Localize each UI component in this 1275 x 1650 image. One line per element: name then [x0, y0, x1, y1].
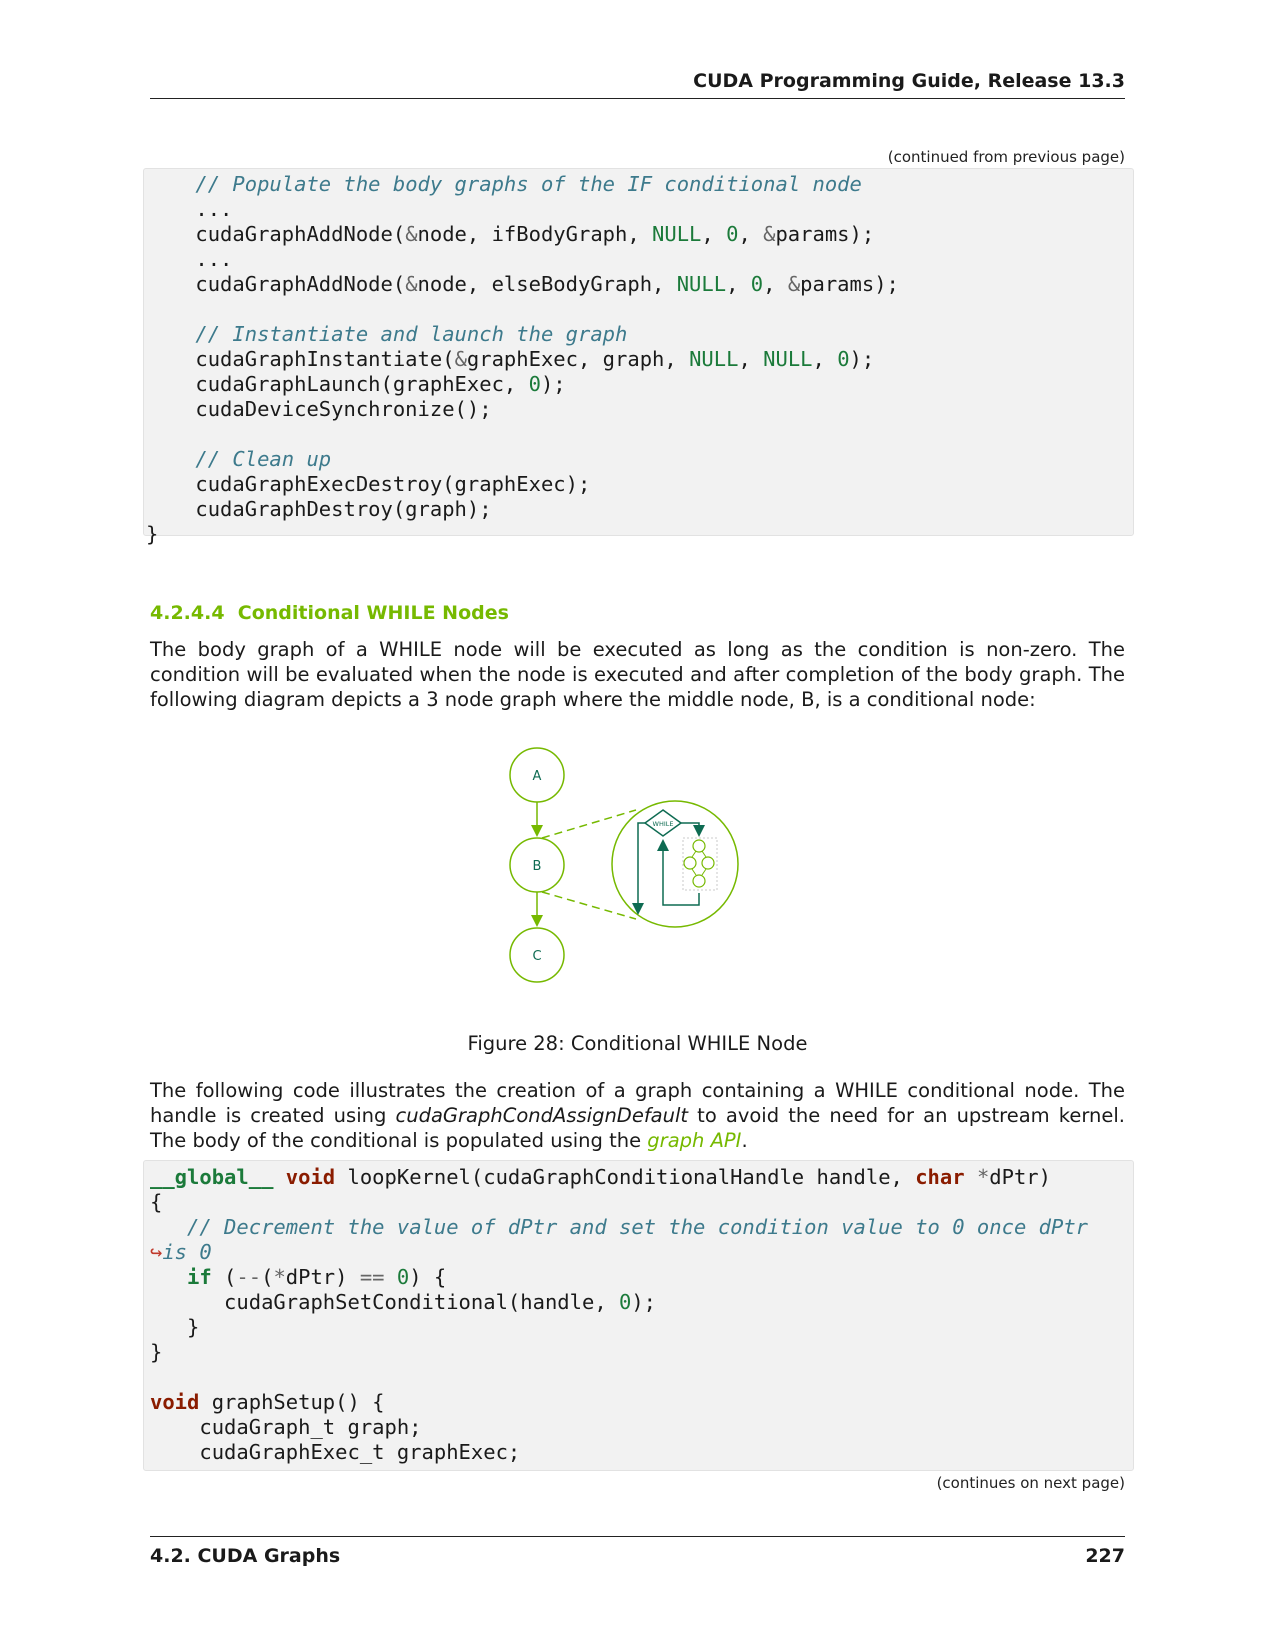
section-title: Conditional WHILE Nodes	[237, 602, 509, 624]
footer-section: 4.2. CUDA Graphs	[150, 1545, 341, 1567]
continues-on-note: (continues on next page)	[936, 1474, 1125, 1492]
page-footer	[150, 1536, 1125, 1571]
body-node-bottom	[693, 875, 705, 887]
node-b-label: B	[532, 859, 542, 874]
body-node-left	[684, 857, 696, 869]
body-node-right	[702, 857, 714, 869]
header-title: CUDA Programming Guide, Release 13.3	[693, 70, 1125, 92]
node-c-label: C	[532, 949, 542, 964]
figure-caption: Figure 28: Conditional WHILE Node	[467, 1032, 808, 1055]
para2-emphasis: cudaGraphCondAssignDefault	[395, 1104, 689, 1127]
paragraph-code-intro	[150, 1078, 1125, 1153]
page-header	[150, 68, 1125, 99]
para2-text-3: .	[741, 1129, 748, 1152]
para2-text-2: to avoid the need for an upstream kernel. The body of the conditional is populated using the	[150, 1104, 1126, 1152]
graph-api-link[interactable]: graph API	[647, 1129, 742, 1152]
continued-from-note: (continued from previous page)	[887, 148, 1125, 166]
section-heading	[150, 602, 509, 624]
code-text: __global__ void loopKernel(cudaGraphConditionalHandle handle, char *dPtr) { // Decrement the value of dPtr and set the condition value to 0 once dPtr ↪is 0 if (--(*dPtr) == 0) { cudaGraphSetConditional(handle, 0); } } void graphSetup() { cudaGraph_t graph; cudaGraphExec_t graphExec;	[150, 1165, 1089, 1464]
section-number: 4.2.4.4	[150, 602, 225, 624]
code-block-if-continuation	[143, 168, 1134, 546]
para2-text-1: The following code illustrates the creation of a graph containing a WHILE conditional node. The handle is created using	[150, 1079, 1125, 1127]
code-text: // Populate the body graphs of the IF conditional node ... cudaGraphAddNode(&node, ifBodyGraph, NULL, 0, &params); ... cudaGraphAddNode(&node, elseBodyGraph, NULL, 0, &params); // Instantiate and launch the graph cudaGraphInstantiate(&graphExec, graph, NULL, NULL, 0); cudaGraphLaunch(graphExec, 0); cudaDeviceSynchronize(); // Clean up cudaGraphExecDestroy(graphExec); cudaGraphDestroy(graph); }	[146, 172, 899, 546]
while-node-figure	[500, 742, 770, 1012]
body-node-top	[693, 840, 705, 852]
node-a-label: A	[532, 769, 542, 784]
while-label: WHILE	[652, 820, 674, 828]
code-block-while	[143, 1160, 1134, 1471]
page-number: 227	[1085, 1545, 1125, 1567]
paragraph-while-description: The body graph of a WHILE node will be executed as long as the condition is non-zero. The condition will be evaluated when the node is executed and after completion of the body graph. The following diagram depicts a 3 node graph where the middle node, B, is a conditional node:	[150, 638, 1125, 711]
